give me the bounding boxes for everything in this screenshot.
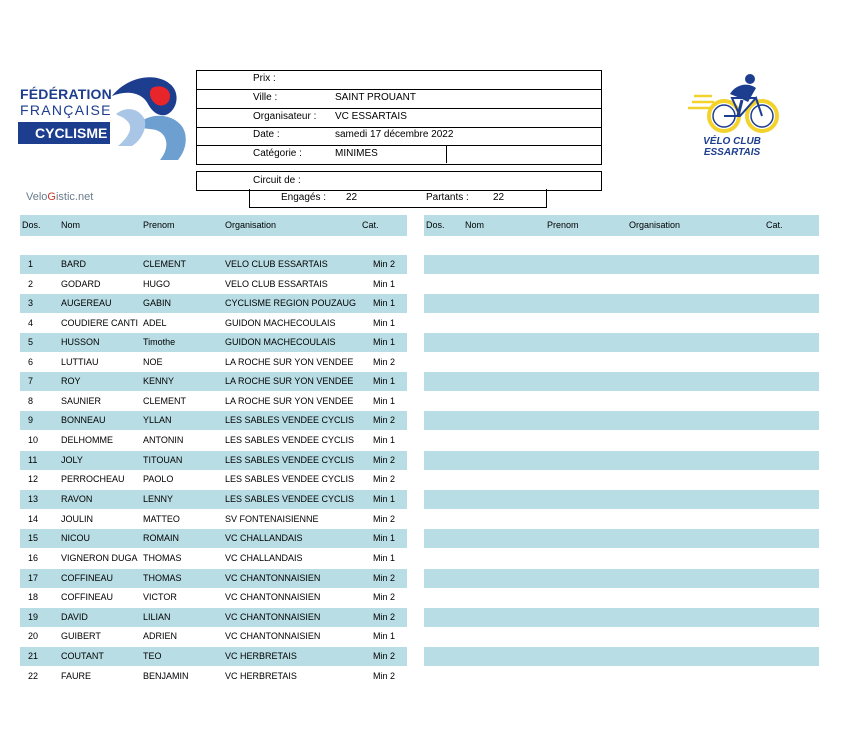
cell-prenom: YLLAN <box>143 415 172 425</box>
engages-value: 22 <box>346 192 358 203</box>
info-value: SAINT PROUANT <box>335 92 416 103</box>
cell-prenom: KENNY <box>143 376 175 386</box>
info-value: MINIMES <box>335 148 378 159</box>
info-label: Organisateur : <box>253 111 317 122</box>
cell-prenom: MATTEO <box>143 514 180 524</box>
col-nom: Nom <box>465 220 485 230</box>
table-row <box>20 647 407 666</box>
cell-prenom: Timothe <box>143 337 176 347</box>
circuit-box <box>196 171 602 191</box>
cell-prenom: ADRIEN <box>143 631 178 641</box>
cell-nom: DAVID <box>61 612 88 622</box>
cell-dos: 6 <box>28 357 34 367</box>
ffc-logo-de: DE <box>22 173 30 179</box>
cell-organisation: LES SABLES VENDEE CYCLIS <box>225 415 355 425</box>
cell-dos: 1 <box>28 259 34 269</box>
cell-organisation: LA ROCHE SUR YON VENDEE <box>225 376 354 386</box>
cell-organisation: SV FONTENAISIENNE <box>225 514 319 524</box>
cell-dos: 13 <box>28 494 39 504</box>
cell-organisation: VC CHALLANDAIS <box>225 553 303 563</box>
col-nom: Nom <box>61 220 81 230</box>
cell-nom: JOLY <box>61 455 83 465</box>
cell-dos: 20 <box>28 631 39 641</box>
cell-nom: SAUNIER <box>61 396 102 406</box>
empty-table-row <box>424 569 819 588</box>
cell-organisation: VC CHANTONNAISIEN <box>225 631 321 641</box>
cell-organisation: VC CHANTONNAISIEN <box>225 612 321 622</box>
cell-dos: 5 <box>28 337 34 347</box>
velogistic-link[interactable] <box>26 191 93 203</box>
cell-cat: Min 1 <box>373 396 396 406</box>
cell-prenom: BENJAMIN <box>143 671 189 681</box>
cell-nom: BARD <box>61 259 87 269</box>
cell-nom: VIGNERON DUGA <box>61 553 138 563</box>
table-header-right <box>424 215 819 236</box>
table-row <box>20 667 407 686</box>
table-row <box>20 294 407 313</box>
ffc-logo-line1: FÉDÉRATION <box>20 86 112 102</box>
cell-organisation: LES SABLES VENDEE CYCLIS <box>225 435 355 445</box>
ffc-swoosh-icon <box>108 74 190 160</box>
cell-cat: Min 1 <box>373 376 396 386</box>
empty-table-row <box>424 608 819 627</box>
cell-nom: LUTTIAU <box>61 357 99 367</box>
cell-prenom: THOMAS <box>143 573 182 583</box>
cell-cat: Min 1 <box>373 298 396 308</box>
col-dos: Dos. <box>22 220 41 230</box>
club-logo <box>670 72 800 158</box>
cell-organisation: VELO CLUB ESSARTAIS <box>225 259 328 269</box>
cell-cat: Min 1 <box>373 435 396 445</box>
cyclist-icon <box>670 72 800 134</box>
info-label: Ville : <box>253 92 278 103</box>
cell-dos: 14 <box>28 514 39 524</box>
cell-nom: GODARD <box>61 279 101 289</box>
cell-dos: 19 <box>28 612 39 622</box>
velogistic-post: istic.net <box>55 191 94 203</box>
col-organisation: Organisation <box>629 220 681 230</box>
cell-dos: 12 <box>28 474 39 484</box>
cell-nom: AUGEREAU <box>61 298 112 308</box>
cell-dos: 22 <box>28 671 39 681</box>
info-label: Catégorie : <box>253 148 302 159</box>
cell-organisation: LA ROCHE SUR YON VENDEE <box>225 396 354 406</box>
cell-prenom: NOE <box>143 357 163 367</box>
table-row <box>20 608 407 627</box>
table-row <box>20 431 407 450</box>
cell-cat: Min 1 <box>373 533 396 543</box>
empty-table-row <box>424 294 819 313</box>
cell-dos: 10 <box>28 435 39 445</box>
cell-organisation: LA ROCHE SUR YON VENDEE <box>225 357 354 367</box>
info-row-categorie <box>197 146 601 164</box>
cell-nom: BONNEAU <box>61 415 106 425</box>
cell-cat: Min 2 <box>373 357 396 367</box>
table-row <box>20 372 407 391</box>
cell-prenom: HUGO <box>143 279 170 289</box>
ffc-logo <box>18 74 190 179</box>
table-row <box>20 275 407 294</box>
cell-cat: Min 2 <box>373 259 396 269</box>
cell-prenom: LILIAN <box>143 612 171 622</box>
cell-prenom: VICTOR <box>143 592 177 602</box>
cell-organisation: CYCLISME REGION POUZAUG <box>225 298 357 308</box>
cell-cat: Min 2 <box>373 415 396 425</box>
cell-cat: Min 1 <box>373 631 396 641</box>
col-prenom: Prenom <box>547 220 579 230</box>
table-row <box>20 588 407 607</box>
col-cat: Cat. <box>766 220 783 230</box>
cell-dos: 8 <box>28 396 34 406</box>
table-row <box>20 569 407 588</box>
info-row-prix <box>197 71 601 90</box>
cell-dos: 4 <box>28 318 34 328</box>
cell-organisation: VC CHALLANDAIS <box>225 533 303 543</box>
cell-prenom: TEO <box>143 651 162 661</box>
cell-cat: Min 1 <box>373 279 396 289</box>
velogistic-pre: Velo <box>26 191 48 203</box>
cell-cat: Min 2 <box>373 474 396 484</box>
cell-dos: 17 <box>28 573 39 583</box>
table-row <box>20 529 407 548</box>
col-dos: Dos. <box>426 220 445 230</box>
cell-organisation: VC HERBRETAIS <box>225 651 297 661</box>
cell-organisation: VC CHANTONNAISIEN <box>225 592 321 602</box>
cell-dos: 16 <box>28 553 39 563</box>
cell-nom: COFFINEAU <box>61 592 114 602</box>
table-row <box>20 549 407 568</box>
velogistic-g: G <box>47 191 56 203</box>
cell-dos: 2 <box>28 279 34 289</box>
cell-organisation: GUIDON MACHECOULAIS <box>225 318 336 328</box>
info-label: Date : <box>253 129 280 140</box>
cell-nom: ROY <box>61 376 81 386</box>
cell-cat: Min 1 <box>373 494 396 504</box>
col-organisation: Organisation <box>225 220 277 230</box>
ffc-logo-line2: FRANÇAISE <box>20 102 112 118</box>
empty-table-row <box>424 333 819 352</box>
cell-organisation: VELO CLUB ESSARTAIS <box>225 279 328 289</box>
category-divider <box>446 145 447 163</box>
partants-label: Partants : <box>426 192 469 203</box>
cell-prenom: THOMAS <box>143 553 182 563</box>
cell-prenom: PAOLO <box>143 474 174 484</box>
cell-nom: HUSSON <box>61 337 100 347</box>
info-row-date <box>197 127 601 146</box>
cell-organisation: LES SABLES VENDEE CYCLIS <box>225 474 355 484</box>
empty-table-row <box>424 529 819 548</box>
cell-cat: Min 2 <box>373 651 396 661</box>
cell-nom: FAURE <box>61 671 92 681</box>
empty-table-row <box>424 647 819 666</box>
table-row <box>20 490 407 509</box>
ffc-logo-line3 <box>18 122 110 179</box>
info-row-organisateur <box>197 109 601 128</box>
counts-box <box>249 189 547 208</box>
cell-prenom: ROMAIN <box>143 533 179 543</box>
engages-label: Engagés : <box>281 192 327 203</box>
empty-table-row <box>424 411 819 430</box>
table-row <box>20 353 407 372</box>
table-row <box>20 333 407 352</box>
cell-prenom: GABIN <box>143 298 172 308</box>
cell-cat: Min 2 <box>373 573 396 583</box>
cell-prenom: CLEMENT <box>143 396 187 406</box>
cell-nom: PERROCHEAU <box>61 474 125 484</box>
col-cat: Cat. <box>362 220 379 230</box>
empty-table-row <box>424 372 819 391</box>
cell-dos: 7 <box>28 376 34 386</box>
info-row-ville <box>197 90 601 109</box>
cell-nom: COUDIERE CANTI <box>61 318 139 328</box>
table-row <box>20 627 407 646</box>
cell-cat: Min 2 <box>373 671 396 681</box>
empty-table-row <box>424 451 819 470</box>
cell-organisation: LES SABLES VENDEE CYCLIS <box>225 494 355 504</box>
cell-prenom: CLEMENT <box>143 259 187 269</box>
cell-cat: Min 1 <box>373 337 396 347</box>
cell-dos: 21 <box>28 651 39 661</box>
table-row <box>20 510 407 529</box>
cell-nom: COUTANT <box>61 651 104 661</box>
ffc-logo-cyclisme: CYCLISME <box>35 125 108 141</box>
empty-table-row <box>424 255 819 274</box>
cell-dos: 3 <box>28 298 34 308</box>
cell-organisation: GUIDON MACHECOULAIS <box>225 337 336 347</box>
cell-cat: Min 1 <box>373 318 396 328</box>
cell-nom: COFFINEAU <box>61 573 114 583</box>
race-info-box <box>196 70 602 165</box>
circuit-label: Circuit de : <box>253 175 301 186</box>
info-value: samedi 17 décembre 2022 <box>335 129 454 140</box>
table-row <box>20 470 407 489</box>
cell-organisation: VC HERBRETAIS <box>225 671 297 681</box>
empty-table-row <box>424 490 819 509</box>
cell-nom: DELHOMME <box>61 435 114 445</box>
table-row <box>20 451 407 470</box>
club-logo-text: VÉLO CLUB ESSARTAIS <box>703 136 761 158</box>
cell-cat: Min 2 <box>373 592 396 602</box>
cell-dos: 15 <box>28 533 39 543</box>
cell-cat: Min 1 <box>373 553 396 563</box>
info-label: Prix : <box>253 73 276 84</box>
table-row <box>20 314 407 333</box>
table-row <box>20 392 407 411</box>
cell-nom: JOULIN <box>61 514 94 524</box>
table-header-left <box>20 215 407 236</box>
col-prenom: Prenom <box>143 220 175 230</box>
table-row <box>20 411 407 430</box>
cell-cat: Min 2 <box>373 455 396 465</box>
cell-prenom: TITOUAN <box>143 455 183 465</box>
cell-organisation: LES SABLES VENDEE CYCLIS <box>225 455 355 465</box>
partants-value: 22 <box>493 192 505 203</box>
cell-dos: 11 <box>28 455 38 465</box>
table-row <box>20 255 407 274</box>
cell-dos: 9 <box>28 415 34 425</box>
cell-prenom: ADEL <box>143 318 167 328</box>
cell-organisation: VC CHANTONNAISIEN <box>225 573 321 583</box>
cell-nom: NICOU <box>61 533 90 543</box>
cell-nom: RAVON <box>61 494 93 504</box>
cell-prenom: LENNY <box>143 494 174 504</box>
cell-nom: GUIBERT <box>61 631 101 641</box>
cell-cat: Min 2 <box>373 612 396 622</box>
cell-prenom: ANTONIN <box>143 435 184 445</box>
cell-cat: Min 2 <box>373 514 396 524</box>
cell-dos: 18 <box>28 592 39 602</box>
info-value: VC ESSARTAIS <box>335 111 407 122</box>
